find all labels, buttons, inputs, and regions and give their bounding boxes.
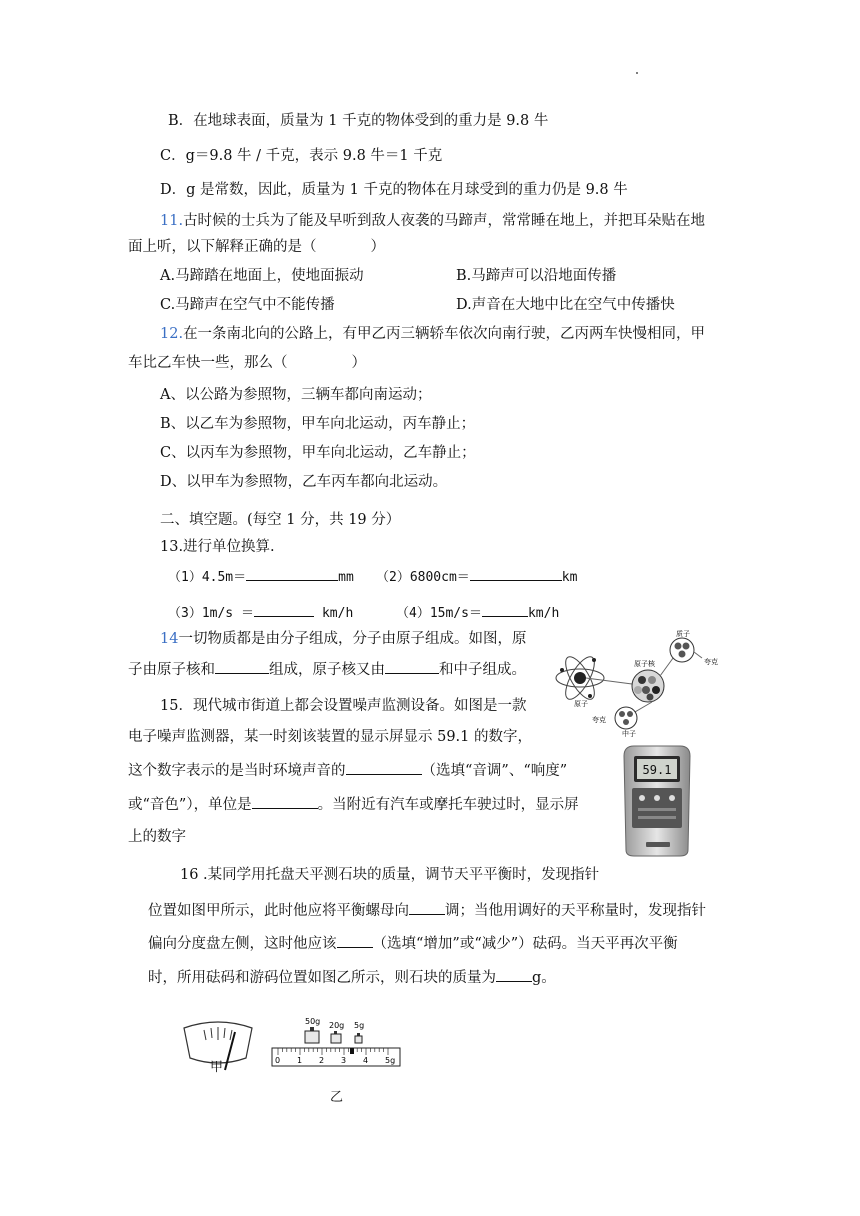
q15-line3-a: 这个数字表示的是当时环境声音的 (128, 763, 346, 779)
q12-text-line1 (160, 324, 705, 344)
q11-option-c: C.马蹄声在空气中不能传播 (160, 297, 335, 313)
q11-line2: 面上听，以下解释正确的是（ (128, 239, 317, 255)
q11-text-line1 (160, 211, 705, 231)
ruler-tick-label: 4 (363, 1056, 369, 1065)
q13-part1 (168, 566, 354, 588)
q15-line4-b: 。当附近有汽车或摩托车驶过时，显示屏 (317, 797, 579, 813)
q13-p4-prefix: （4）15m/s＝ (396, 606, 482, 621)
q13-stem: 13.进行单位换算. (160, 539, 275, 555)
q13-blank4 (482, 602, 528, 617)
q15-line3 (128, 760, 567, 781)
q11-option-b: B.马蹄声可以沿地面传播 (456, 268, 617, 284)
q16-line3 (148, 933, 678, 954)
q13-p2-prefix: （2）6800cm＝ (376, 570, 470, 585)
atom-structure-figure (552, 630, 732, 740)
q13-blank3 (254, 602, 314, 617)
nucleus-icon (632, 670, 664, 702)
q15-line5: 上的数字 (128, 829, 186, 845)
q16-line2 (148, 900, 706, 921)
noise-meter-figure (618, 742, 696, 860)
q12-number: 12. (160, 326, 184, 342)
q15-line4 (128, 794, 579, 815)
q12-option-c: C、以丙车为参照物，甲车向北运动，乙车静止； (160, 445, 476, 461)
weight-label-20g: 20g (329, 1021, 345, 1030)
q11-option-a: A.马蹄踏在地面上，使地面振动 (160, 268, 364, 284)
q13-blank2 (470, 566, 562, 581)
meter-button-2 (654, 795, 660, 801)
atom-icon (556, 653, 604, 704)
q11-number: 11. (160, 213, 184, 229)
q14-blank1 (215, 659, 269, 674)
q14-line2-a: 子由原子核和 (128, 662, 215, 678)
caption-yi: 乙 (330, 1090, 344, 1105)
q16-line4-a: 时，所用砝码和游码位置如图乙所示，则石块的质量为 (148, 970, 496, 986)
q16-line3-a: 偏向分度盘左侧，这时他应该 (148, 936, 337, 952)
label-neutron: 中子 (622, 730, 636, 738)
q11-close-paren: ） (370, 239, 385, 255)
label-quark-2: 夸克 (592, 716, 606, 724)
q13-p1-unit: mm (338, 570, 354, 585)
q14-line2-c: 和中子组成。 (439, 662, 526, 678)
q10-option-b: B．在地球表面，质量为 1 千克的物体受到的重力是 9.8 牛 (168, 113, 549, 129)
q15-line4-a: 或“音色”），单位是 (128, 797, 252, 813)
q16-blank2 (337, 933, 373, 948)
label-nucleus: 原子核 (634, 660, 655, 668)
meter-button-3 (669, 795, 675, 801)
q11-line1: 古时候的士兵为了能及早听到敌人夜袭的马蹄声，常常睡在地上，并把耳朵贴在地 (183, 213, 706, 229)
label-quark-1: 夸克 (704, 658, 718, 666)
q13-blank1 (246, 566, 338, 581)
ruler-tick-label: 0 (275, 1056, 281, 1065)
q13-part2 (376, 566, 577, 588)
q12-option-a: A、以公路为参照物，三辆车都向南运动； (160, 387, 432, 403)
q14-line2-b: 组成，原子核又由 (269, 662, 385, 678)
ruler-slider (350, 1048, 354, 1054)
ruler-tick-label: 2 (319, 1056, 325, 1065)
q14-line1-text: 一切物质都是由分子组成，分子由原子组成。如图，原 (178, 631, 527, 647)
q12-text-line2 (128, 353, 366, 373)
q13-p4-unit: km/h (527, 606, 560, 621)
q13-p3-unit: km/h (321, 606, 354, 621)
q12-line1: 在一条南北向的公路上，有甲乙丙三辆轿车依次向南行驶，乙丙两车快慢相同，甲 (183, 326, 706, 342)
q16-line4 (148, 967, 556, 988)
weight-label-5g: 5g (354, 1021, 365, 1030)
proton-icon (670, 638, 694, 662)
q13-p2-unit: km (561, 570, 578, 585)
label-proton: 质子 (676, 630, 690, 638)
ruler-tick-label: 1 (297, 1056, 303, 1065)
q16-line3-b: （选填“增加”或“减少”）砝码。当天平再次平衡 (372, 936, 678, 952)
q15-line1: 15．现代城市街道上都会设置噪声监测设备。如图是一款 (160, 698, 527, 714)
q13-p1-prefix: （1）4.5m＝ (168, 570, 247, 585)
ruler-tick-label: 5g (385, 1056, 396, 1065)
q15-blank1 (346, 760, 422, 775)
q16-line1: 16 .某同学用托盘天平测石块的质量，调节天平平衡时，发现指针 (180, 867, 600, 883)
weight-50g-icon (305, 1027, 319, 1043)
weight-20g-icon (331, 1031, 341, 1043)
weight-5g-icon (355, 1033, 362, 1043)
q12-line2: 车比乙车快一些，那么（ (128, 355, 288, 371)
ruler-tick-label: 3 (341, 1056, 347, 1065)
q13-p3-prefix: （3）1m/s ＝ (168, 606, 254, 621)
q15-line3-b: （选填“音调”、“响度” (421, 763, 568, 779)
q12-option-d: D、以甲车为参照物，乙车丙车都向北运动。 (160, 474, 448, 490)
q16-line2-b: 调；当他用调好的天平称量时，发现指针 (445, 903, 706, 919)
q11-option-d: D.声音在大地中比在空气中传播快 (456, 297, 675, 313)
q14-blank2 (385, 659, 439, 674)
q13-part3 (168, 602, 353, 624)
q13-part4 (396, 602, 559, 624)
q16-line2-a: 位置如图甲所示，此时他应将平衡螺母向 (148, 903, 409, 919)
q15-line2: 电子噪声监测器，某一时刻该装置的显示屏显示 59.1 的数字， (128, 729, 533, 745)
q10-option-d: D．g 是常数，因此，质量为 1 千克的物体在月球受到的重力仍是 9.8 牛 (160, 182, 628, 198)
q16-blank3 (496, 967, 532, 982)
weights-ruler-figure (268, 1018, 408, 1074)
q12-close-paren: ） (351, 355, 366, 371)
q12-option-b: B、以乙车为参照物，甲车向北运动，丙车静止； (160, 416, 476, 432)
q16-blank1 (409, 900, 445, 915)
q15-blank2 (252, 794, 318, 809)
q14-line1 (160, 629, 526, 649)
q14-line2 (128, 659, 526, 680)
weight-label-50g: 50g (305, 1018, 321, 1026)
corner-dot (636, 72, 638, 74)
meter-display: 59.1 (642, 763, 672, 777)
q14-number: 14 (160, 631, 179, 647)
q16-line4-b: g。 (532, 970, 556, 986)
section-heading: 二、填空题。(每空 1 分，共 19 分） (160, 512, 401, 528)
q10-option-c: C．g＝9.8 牛 / 千克，表示 9.8 牛＝1 千克 (160, 148, 443, 164)
neutron-icon (615, 707, 637, 729)
q11-text-line2 (128, 237, 385, 257)
meter-button-1 (639, 795, 645, 801)
caption-jia: 甲 (210, 1060, 224, 1075)
label-atom: 原子 (574, 700, 588, 708)
